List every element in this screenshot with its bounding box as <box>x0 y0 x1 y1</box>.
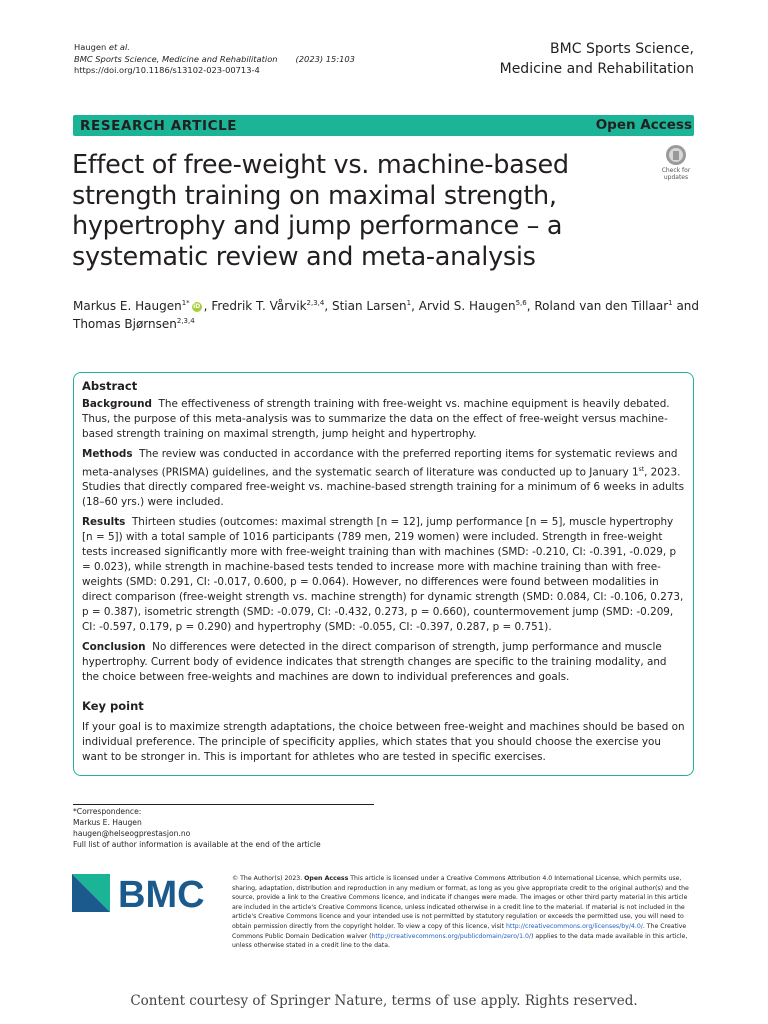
journal-name <box>500 39 694 79</box>
author-name[interactable]: Thomas Bjørnsen <box>73 317 177 331</box>
journal-name-line2: Medicine and Rehabilitation <box>499 61 694 77</box>
key-point-text: If your goal is to maximize strength adaptations, the choice between free-weight and machines should be based on individual preference. The principle of specificity applies, which states that you should choose the exercise you want to be stronger in. This is important for athletes who are tested in specific exercises. <box>82 721 685 764</box>
crossmark-line2: updates <box>663 174 689 181</box>
bmc-logo-icon <box>72 874 217 912</box>
methods-superscript: st <box>638 466 645 473</box>
et-al: et al. <box>108 42 130 52</box>
bmc-logo[interactable] <box>72 874 217 912</box>
author-affiliation: 1* <box>181 299 190 307</box>
footnote-divider <box>73 804 374 805</box>
article-header-info <box>74 42 355 77</box>
author-conjunction: and <box>676 299 700 313</box>
results-text: Thirteen studies (outcomes: maximal strength [n = 12], jump performance [n = 5], muscle hypertrophy [n = 5]) with a total sample of 1016 participants (789 men, 219 women) were included. Strength in free-weight tests increased significantly more with free-weight training than with machines (SMD: -0.210, CI: -0.391, -0.029, p = 0.023), while strength in machine-based tests tended to increase more with machine training than with free-weights (SMD: 0.291, CI: -0.017, 0.600, p = 0.064). However, no differences were found between modalities in direct comparison (free-weight strength vs. machine strength) for dynamic strength (SMD: 0.084, CI: -0.106, 0.273, p = 0.387), isometric strength (SMD: -0.079, CI: -0.432, 0.273, p = 0.660), countermovement jump (SMD: -0.209, CI: -0.597, 0.179, p = 0.290) and hypertrophy (SMD: -0.055, CI: -0.397, 0.287, p = 0.751). <box>82 516 684 634</box>
conclusion-text: No differences were detected in the direct comparison of strength, jump performance and muscle hypertrophy. Current body of evidence indicates that strength changes are specific to the training modality, and the choice between free-weights and machines are down to individual preferences and goals. <box>82 641 667 684</box>
author-name[interactable]: Fredrik T. Vårvik <box>211 299 307 313</box>
author-line <box>74 42 355 54</box>
methods-label: Methods <box>82 448 133 460</box>
correspondence-name: Markus E. Haugen <box>73 818 142 827</box>
abstract-background <box>82 397 686 442</box>
volume-info: (2023) 15:103 <box>295 53 355 64</box>
license-body-continued: . The Creative Commons Public Domain Dedication waiver ( <box>232 922 687 940</box>
bmc-logo-text: BMC <box>118 874 205 912</box>
license-body-end: ) applies to the data made available in this article, unless otherwise stated in a credit line to the data. <box>232 932 688 950</box>
results-label: Results <box>82 516 126 529</box>
abstract-content <box>82 379 686 770</box>
correspondence-block <box>73 806 321 850</box>
author-name[interactable]: Stian Larsen <box>331 299 407 313</box>
license-body: This article is licensed under a Creative Commons Attribution 4.0 International License, which permits use, sharing, adaptation, distribution and reproduction in any medium or format, as long as you give appropriate credit to the original author(s) and the source, provide a link to the Creative Commons licence, and indicate if changes were made. The images or other third party material in this article are included in the article's Creative Commons licence, unless indicated otherwise in a credit line to the material. If material is not included in the article's Creative Commons licence and your intended use is not permitted by statutory regulation or exceeds the permitted use, you will need to obtain permission directly from the copyright holder. To view a copy of this licence, visit <box>232 875 689 930</box>
page-footer: Content courtesy of Springer Nature, terms of use apply. Rights reserved. <box>130 993 638 1009</box>
abstract-heading: Abstract <box>82 379 138 393</box>
doi-link[interactable]: https://doi.org/10.1186/s13102-023-00713-4 <box>74 65 260 75</box>
author-info-note: Full list of author information is available at the end of the article <box>73 840 321 849</box>
article-type-label: RESEARCH ARTICLE <box>80 118 238 134</box>
methods-text-continued: , 2023. Studies that directly compared free-weight vs. machine-based strength training for a minimum of 6 weeks in adults (18–60 yrs.) were included. <box>82 466 685 509</box>
conclusion-label: Conclusion <box>82 641 146 654</box>
key-point-heading: Key point <box>82 699 144 714</box>
background-text: The effectiveness of strength training with free-weight vs. machine equipment is heavily debated. Thus, the purpose of this meta-analysis was to summarize the data on the effect of free-weight versus machine-based strength training on maximal strength, jump height and hypertrophy. <box>82 398 670 440</box>
correspondence-label: *Correspondence: <box>73 807 142 816</box>
background-label: Background <box>82 398 152 410</box>
cc-zero-link[interactable]: http://creativecommons.org/publicdomain/zero/1.0/ <box>371 932 531 940</box>
crossmark-line1: Check for <box>661 167 691 174</box>
orcid-icon[interactable]: iD <box>193 302 201 310</box>
copyright-notice: © The Author(s) 2023. <box>232 875 303 882</box>
abstract-conclusion <box>82 640 686 685</box>
check-for-updates-badge[interactable] <box>656 143 696 181</box>
methods-text: The review was conducted in accordance with the preferred reporting items for systematic reviews and meta-analyses (PRISMA) guidelines, and the systematic search of literature was conducted up to January 1 <box>82 448 678 479</box>
author-affiliation: 2,3,4 <box>306 299 325 307</box>
open-access-notice: Open Access <box>304 875 349 882</box>
abstract-results <box>82 515 686 635</box>
license-text <box>232 874 694 951</box>
journal-name-line1: BMC Sports Science, <box>550 41 694 57</box>
open-access-label[interactable]: Open Access <box>595 117 692 133</box>
journal-short-name: BMC Sports Science, Medicine and Rehabilitation <box>74 53 278 64</box>
cc-by-link[interactable]: http://creativecommons.org/licenses/by/4.0/ <box>505 922 643 930</box>
author-affiliation: 5,6 <box>515 299 527 307</box>
crossmark-icon <box>656 143 696 181</box>
article-title: Effect of free-weight vs. machine-based strength training on maximal strength, hypertrophy and jump performance – a systematic review and meta-analysis <box>72 150 569 272</box>
author-name[interactable]: Arvid S. Haugen <box>418 299 516 313</box>
author-affiliation: 1 <box>406 299 412 307</box>
author-affiliation: 2,3,4 <box>176 317 195 325</box>
author-name[interactable]: Roland van den Tillaar <box>534 299 669 313</box>
author-name[interactable]: Markus E. Haugen <box>73 299 182 313</box>
abstract-box <box>73 372 694 776</box>
author-affiliation: 1 <box>668 299 673 307</box>
correspondence-email[interactable]: haugen@helseogprestasjon.no <box>73 829 191 838</box>
abstract-methods <box>82 447 686 510</box>
author-list: Markus E. Haugen$^{1*}$ iD , Fredrik T. Vårvik$^{2,3,4}$, Stian Larsen$^1$, Arvid S. Haugen$^{5,6}$, Roland van den Tillaar$^1$ and Thomas Bjørnsen$^{2,3,4}$ <box>73 299 700 331</box>
journal-citation <box>74 54 355 66</box>
author-surname: Haugen <box>74 42 109 52</box>
